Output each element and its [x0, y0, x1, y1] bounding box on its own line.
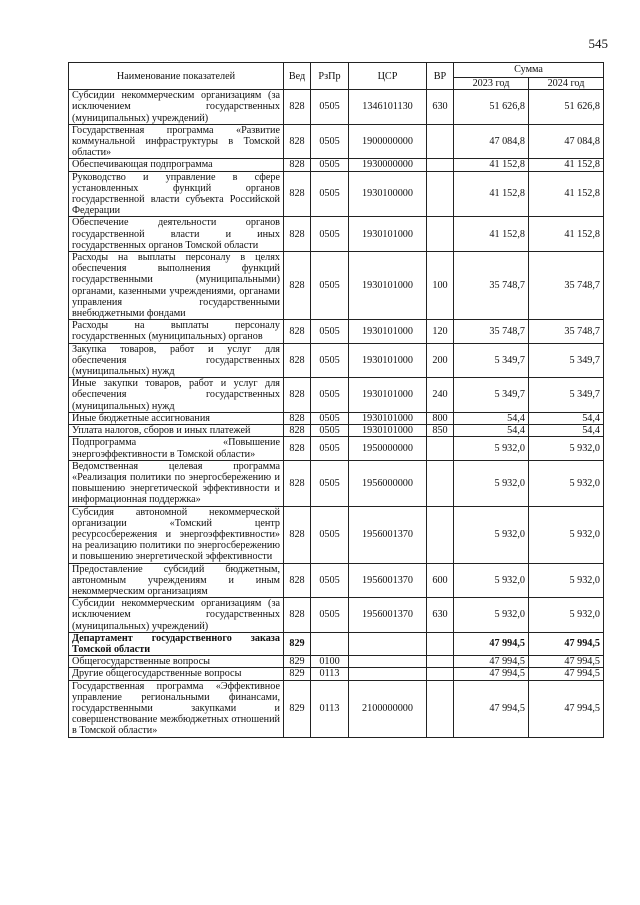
row-vr: 600 — [427, 563, 454, 598]
row-sum-2023: 54,4 — [454, 412, 529, 424]
row-sum-2023: 5 932,0 — [454, 460, 529, 506]
row-vr — [427, 506, 454, 563]
row-sum-2024: 41 152,8 — [529, 171, 604, 217]
row-name: Субсидии некоммерческим организациям (за исключением государственных (муниципальных) учреждений) — [69, 598, 284, 633]
row-csr: 1930101000 — [349, 412, 427, 424]
row-sum-2023: 41 152,8 — [454, 159, 529, 171]
row-name: Государственная программа «Эффективное управление региональными финансами, государственными закупками и совершенствование межбюджетных отношений в Томской области» — [69, 680, 284, 737]
row-vr — [427, 217, 454, 252]
table-row — [69, 90, 604, 125]
table-row — [69, 171, 604, 217]
row-sum-2024: 51 626,8 — [529, 90, 604, 125]
row-vr — [427, 159, 454, 171]
row-rzpr: 0505 — [311, 460, 349, 506]
table-row — [69, 668, 604, 680]
row-sum-2024: 5 349,7 — [529, 378, 604, 413]
row-ved: 828 — [284, 437, 311, 460]
row-rzpr: 0505 — [311, 563, 349, 598]
row-sum-2023: 35 748,7 — [454, 252, 529, 320]
row-sum-2024: 5 932,0 — [529, 598, 604, 633]
row-ved: 828 — [284, 412, 311, 424]
row-ved: 829 — [284, 680, 311, 737]
row-ved: 828 — [284, 90, 311, 125]
row-ved: 828 — [284, 252, 311, 320]
row-sum-2024: 47 994,5 — [529, 680, 604, 737]
row-sum-2024: 54,4 — [529, 425, 604, 437]
row-rzpr: 0505 — [311, 252, 349, 320]
row-sum-2023: 41 152,8 — [454, 171, 529, 217]
row-csr: 1930101000 — [349, 425, 427, 437]
row-csr: 1930101000 — [349, 252, 427, 320]
row-vr: 850 — [427, 425, 454, 437]
row-vr — [427, 460, 454, 506]
page-number: 545 — [588, 36, 608, 51]
row-ved: 829 — [284, 668, 311, 680]
row-sum-2023: 5 932,0 — [454, 563, 529, 598]
row-name: Субсидия автономной некоммерческой организации «Томский центр ресурсосбережения и энергоэффективности» на реализацию политики по энергосбережению и повышению энергетической эффективности — [69, 506, 284, 563]
table-row — [69, 656, 604, 668]
row-sum-2023: 47 994,5 — [454, 680, 529, 737]
row-name: Ведомственная целевая программа «Реализация политики по энергосбережению и повышению энергетической эффективности и информационная поддержка» — [69, 460, 284, 506]
table-row — [69, 124, 604, 159]
header-ved: Вед — [284, 63, 311, 90]
row-ved: 828 — [284, 159, 311, 171]
row-rzpr: 0505 — [311, 598, 349, 633]
row-csr: 1930100000 — [349, 171, 427, 217]
row-name: Департамент государственного заказа Томской области — [69, 632, 284, 655]
row-ved: 828 — [284, 343, 311, 378]
row-ved: 829 — [284, 632, 311, 655]
row-name: Расходы на выплаты персоналу в целях обеспечения выполнения функций государственными (муниципальными) органами, казенными учреждениями, органами управления государственными внебюджетными фондами — [69, 252, 284, 320]
row-name: Иные бюджетные ассигнования — [69, 412, 284, 424]
row-sum-2023: 35 748,7 — [454, 320, 529, 343]
table-row — [69, 412, 604, 424]
row-vr: 240 — [427, 378, 454, 413]
row-ved: 828 — [284, 425, 311, 437]
row-vr — [427, 171, 454, 217]
row-sum-2024: 47 994,5 — [529, 632, 604, 655]
row-vr — [427, 437, 454, 460]
row-csr — [349, 632, 427, 655]
row-rzpr: 0505 — [311, 506, 349, 563]
row-sum-2023: 47 994,5 — [454, 668, 529, 680]
row-sum-2023: 51 626,8 — [454, 90, 529, 125]
table-row — [69, 425, 604, 437]
row-sum-2024: 5 932,0 — [529, 460, 604, 506]
row-sum-2023: 5 932,0 — [454, 506, 529, 563]
row-ved: 828 — [284, 506, 311, 563]
row-sum-2024: 35 748,7 — [529, 320, 604, 343]
row-rzpr: 0505 — [311, 217, 349, 252]
row-vr: 120 — [427, 320, 454, 343]
table-row — [69, 563, 604, 598]
row-ved: 828 — [284, 378, 311, 413]
row-csr: 1346101130 — [349, 90, 427, 125]
row-vr: 630 — [427, 90, 454, 125]
table-row — [69, 320, 604, 343]
row-rzpr: 0505 — [311, 124, 349, 159]
table-row — [69, 217, 604, 252]
row-sum-2023: 5 932,0 — [454, 598, 529, 633]
row-rzpr — [311, 632, 349, 655]
row-sum-2024: 5 932,0 — [529, 506, 604, 563]
row-csr: 1956000000 — [349, 460, 427, 506]
row-rzpr: 0505 — [311, 343, 349, 378]
row-rzpr: 0100 — [311, 656, 349, 668]
table-row — [69, 159, 604, 171]
row-vr — [427, 632, 454, 655]
row-name: Обеспечивающая подпрограмма — [69, 159, 284, 171]
row-sum-2024: 47 994,5 — [529, 668, 604, 680]
row-vr: 200 — [427, 343, 454, 378]
row-sum-2024: 41 152,8 — [529, 217, 604, 252]
table-body — [69, 90, 604, 737]
row-sum-2024: 41 152,8 — [529, 159, 604, 171]
row-name: Закупка товаров, работ и услуг для обеспечения государственных (муниципальных) нужд — [69, 343, 284, 378]
row-sum-2024: 5 932,0 — [529, 563, 604, 598]
row-vr: 800 — [427, 412, 454, 424]
row-vr — [427, 668, 454, 680]
row-ved: 828 — [284, 171, 311, 217]
row-sum-2023: 47 994,5 — [454, 632, 529, 655]
table-row — [69, 252, 604, 320]
row-name: Расходы на выплаты персоналу государственных (муниципальных) органов — [69, 320, 284, 343]
row-ved: 828 — [284, 598, 311, 633]
row-csr: 1956001370 — [349, 506, 427, 563]
row-rzpr: 0505 — [311, 437, 349, 460]
row-rzpr: 0505 — [311, 159, 349, 171]
table-row — [69, 460, 604, 506]
row-name: Руководство и управление в сфере установленных функций органов государственной власти субъекта Российской Федерации — [69, 171, 284, 217]
row-vr — [427, 656, 454, 668]
budget-table — [68, 62, 604, 738]
row-name: Уплата налогов, сборов и иных платежей — [69, 425, 284, 437]
row-name: Государственная программа «Развитие коммунальной инфраструктуры в Томской области» — [69, 124, 284, 159]
table-row — [69, 506, 604, 563]
table-row — [69, 680, 604, 737]
row-ved: 828 — [284, 124, 311, 159]
row-rzpr: 0505 — [311, 90, 349, 125]
row-name: Обеспечение деятельности органов государственной власти и иных государственных органов Томской области — [69, 217, 284, 252]
row-sum-2023: 5 349,7 — [454, 343, 529, 378]
row-name: Иные закупки товаров, работ и услуг для обеспечения государственных (муниципальных) нужд — [69, 378, 284, 413]
row-sum-2023: 54,4 — [454, 425, 529, 437]
header-year-2024: 2024 год — [529, 78, 604, 90]
row-rzpr: 0113 — [311, 680, 349, 737]
row-rzpr: 0113 — [311, 668, 349, 680]
header-year-2023: 2023 год — [454, 78, 529, 90]
row-sum-2023: 41 152,8 — [454, 217, 529, 252]
header-name: Наименование показателей — [69, 63, 284, 90]
table-row — [69, 437, 604, 460]
table-row — [69, 343, 604, 378]
row-csr: 1900000000 — [349, 124, 427, 159]
row-csr: 1930101000 — [349, 378, 427, 413]
table-row — [69, 632, 604, 655]
row-name: Предоставление субсидий бюджетным, автономным учреждениям и иным некоммерческим организациям — [69, 563, 284, 598]
row-rzpr: 0505 — [311, 171, 349, 217]
row-vr: 100 — [427, 252, 454, 320]
table-row — [69, 598, 604, 633]
row-rzpr: 0505 — [311, 378, 349, 413]
row-ved: 828 — [284, 320, 311, 343]
row-sum-2024: 47 994,5 — [529, 656, 604, 668]
row-rzpr: 0505 — [311, 412, 349, 424]
row-csr: 1956001370 — [349, 598, 427, 633]
row-sum-2023: 5 932,0 — [454, 437, 529, 460]
header-rzpr: РзПр — [311, 63, 349, 90]
row-ved: 829 — [284, 656, 311, 668]
row-csr — [349, 656, 427, 668]
row-csr: 1930000000 — [349, 159, 427, 171]
row-sum-2024: 35 748,7 — [529, 252, 604, 320]
row-sum-2024: 47 084,8 — [529, 124, 604, 159]
row-sum-2024: 54,4 — [529, 412, 604, 424]
row-csr — [349, 668, 427, 680]
row-name: Субсидии некоммерческим организациям (за исключением государственных (муниципальных) учреждений) — [69, 90, 284, 125]
row-vr — [427, 680, 454, 737]
row-ved: 828 — [284, 460, 311, 506]
header-sum: Сумма — [454, 63, 604, 78]
row-sum-2023: 47 084,8 — [454, 124, 529, 159]
row-name: Другие общегосударственные вопросы — [69, 668, 284, 680]
header-vr: ВР — [427, 63, 454, 90]
row-name: Общегосударственные вопросы — [69, 656, 284, 668]
row-vr — [427, 124, 454, 159]
row-ved: 828 — [284, 563, 311, 598]
header-csr: ЦСР — [349, 63, 427, 90]
row-vr: 630 — [427, 598, 454, 633]
row-rzpr: 0505 — [311, 320, 349, 343]
row-csr: 2100000000 — [349, 680, 427, 737]
row-sum-2023: 5 349,7 — [454, 378, 529, 413]
row-ved: 828 — [284, 217, 311, 252]
row-csr: 1956001370 — [349, 563, 427, 598]
row-csr: 1950000000 — [349, 437, 427, 460]
row-rzpr: 0505 — [311, 425, 349, 437]
row-sum-2024: 5 932,0 — [529, 437, 604, 460]
row-sum-2023: 47 994,5 — [454, 656, 529, 668]
row-sum-2024: 5 349,7 — [529, 343, 604, 378]
row-name: Подпрограмма «Повышение энергоэффективности в Томской области» — [69, 437, 284, 460]
row-csr: 1930101000 — [349, 343, 427, 378]
row-csr: 1930101000 — [349, 217, 427, 252]
row-csr: 1930101000 — [349, 320, 427, 343]
table-row — [69, 378, 604, 413]
